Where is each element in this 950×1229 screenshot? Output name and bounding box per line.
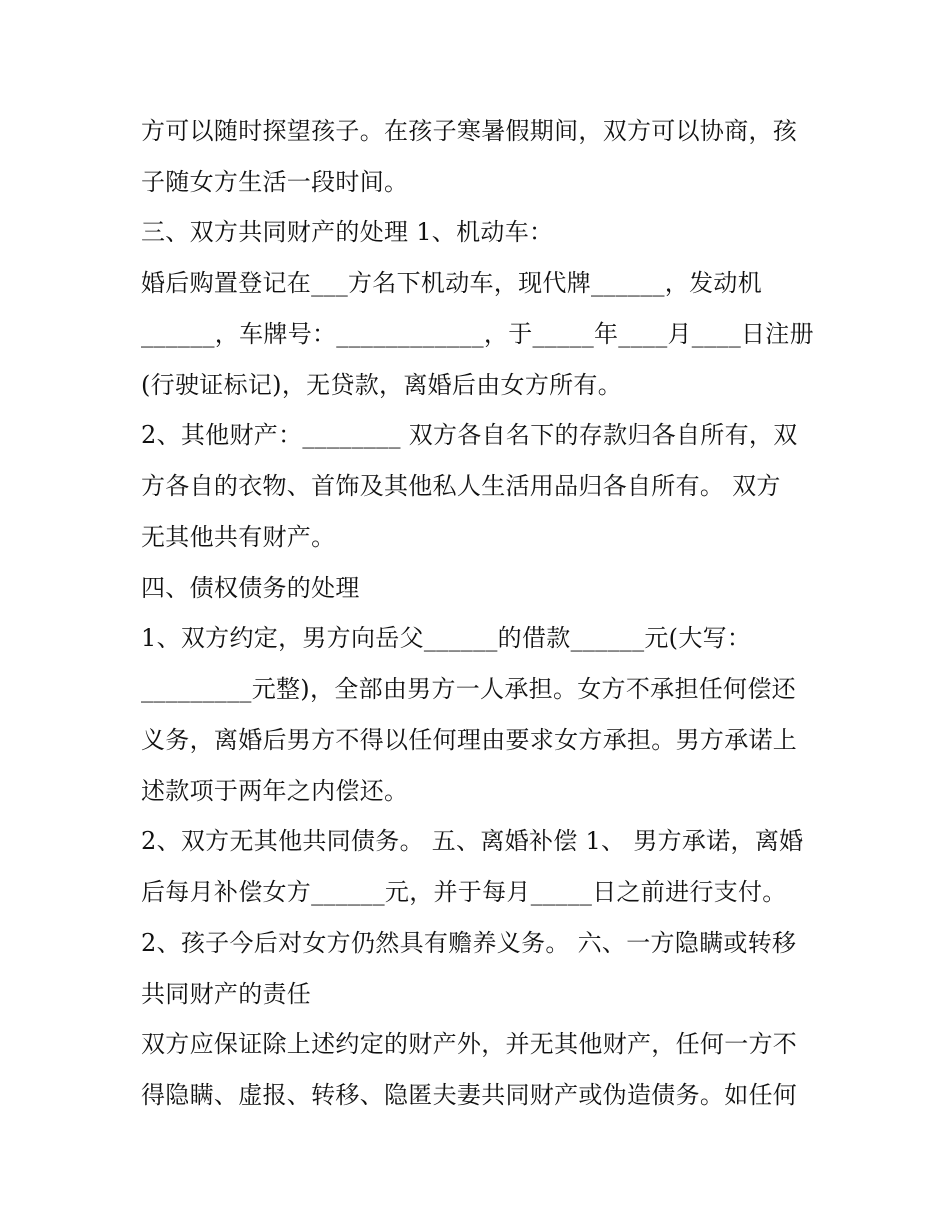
text-line: 无其他共有财产。 [141,523,336,551]
text-line: 三、双方共同财产的处理 1、机动车： [141,218,554,246]
text-line: ______，车牌号：____________，于_____年____月____日注册 [141,320,814,348]
text-line: 后每月补偿女方______元，并于每月_____日之前进行支付。 [141,878,787,906]
text-line: 义务，离婚后男方不得以任何理由要求女方承担。男方承诺上 [141,726,798,754]
text-line: 2、其他财产：________ 双方各自名下的存款归各自所有，双 [141,421,798,449]
text-line: 方各自的衣物、首饰及其他私人生活用品归各自所有。 双方 [141,472,781,500]
text-line: 婚后购置登记在___方名下机动车，现代牌______，发动机 [141,269,762,297]
text-line: 2、双方无其他共同债务。 五、离婚补偿 1、 男方承诺，离婚 [141,827,804,855]
text-line: _________元整)，全部由男方一人承担。女方不承担任何偿还 [141,675,796,703]
text-line: (行驶证标记)，无贷款，离婚后由女方所有。 [141,371,623,399]
text-line: 子随女方生活一段时间。 [141,168,409,196]
section-heading: 四、债权债务的处理 [141,574,360,602]
text-line: 述款项于两年之内偿还。 [141,777,409,805]
text-line: 得隐瞒、虚报、转移、隐匿夫妻共同财产或伪造债务。如任何 [141,1081,798,1109]
text-line: 2、孩子今后对女方仍然具有赡养义务。 六、一方隐瞒或转移 [141,929,797,957]
text-line: 共同财产的责任 [141,980,312,1008]
text-line: 双方应保证除上述约定的财产外，并无其他财产，任何一方不 [141,1030,798,1058]
text-line: 方可以随时探望孩子。在孩子寒暑假期间，双方可以协商，孩 [141,117,798,145]
text-line: 1、双方约定，男方向岳父______的借款______元(大写： [141,624,752,652]
